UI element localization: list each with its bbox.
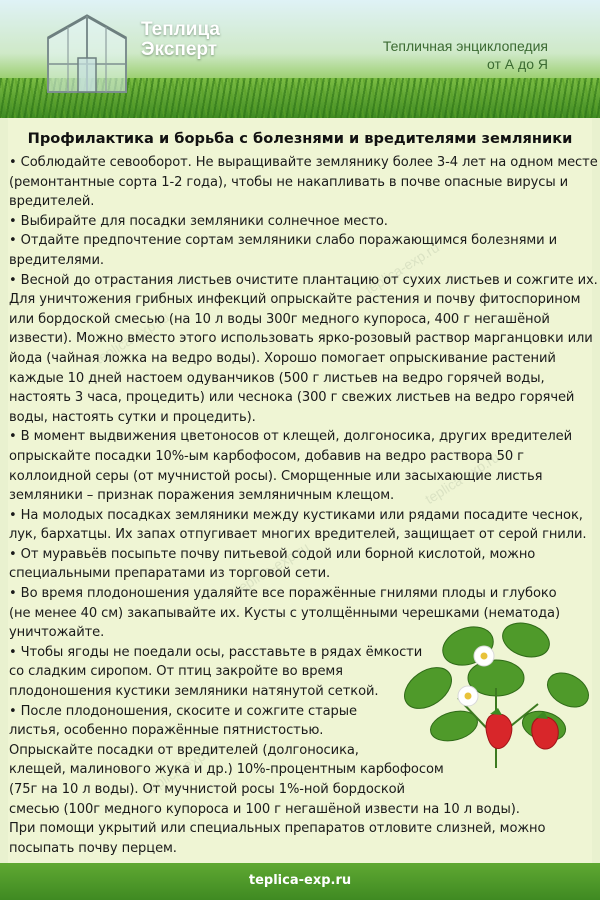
greenhouse-icon <box>38 8 136 98</box>
text-line: (75г на 10 л воды). От мучнистой росы 1%-ной бордоской <box>9 782 405 797</box>
strawberry-plant-icon <box>398 618 594 770</box>
footer-bar <box>0 863 600 900</box>
text-line: • В момент выдвижения цветоносов от клещей, долгоносика, других вредителей <box>9 429 572 445</box>
text-line: • Отдайте предпочтение сортам земляники слабо поражающимся болезнями и <box>9 233 558 249</box>
tagline-line-1: Тепличная энциклопедия <box>382 38 548 54</box>
text-line: вредителями. <box>9 252 104 268</box>
text-line: • Во время плодоношения удаляйте все поражённые гнилями плоды и глубоко <box>9 586 557 602</box>
brand-line-1: Теплица <box>141 19 220 40</box>
text-line: каждые 10 дней настоем одуванчиков (500 г листьев на ведро горячей воды, <box>9 370 545 386</box>
header-banner <box>0 0 600 118</box>
text-line: или бордоской смесью (на 10 л воды 300г медного купороса, 400 г негашёной <box>9 311 550 327</box>
text-line: извести). Можно вместо этого использовать ярко-розовый раствор марганцовки или <box>9 331 593 347</box>
text-line: При помощи укрытий или специальных препаратов отловите слизней, можно <box>9 821 546 837</box>
text-line: (ремонтантные сорта 1-2 года), чтобы не накапливать в почве опасные вирусы и <box>9 174 569 190</box>
text-line: клещей, малинового жука и др.) 10%-процентным карбофосом <box>9 762 444 778</box>
tagline-line-2: от А до Я <box>487 56 548 72</box>
text-line: листья, особенно поражённые пятнистостью. <box>9 723 324 739</box>
text-line: • После плодоношения, скосите и сожгите старые <box>9 703 357 719</box>
text-line: лук, бархатцы. Их запах отпугивает многих вредителей, защищает от серой гнили. <box>9 527 587 543</box>
text-line: • Весной до отрастания листьев очистите плантацию от сухих листьев и сожгите их. <box>9 272 598 288</box>
text-line: • Выбирайте для посадки земляники солнечное место. <box>9 213 388 229</box>
text-line: смесью (100г медного купороса и 100 г негашёной извести на 10 л воды). <box>9 801 520 817</box>
brand-line-2: Эксперт <box>141 39 218 60</box>
text-line: Для уничтожения грибных инфекций опрыскайте растения и почву фитоспорином <box>9 292 581 308</box>
text-line: воды, настоять сутки и процедить). <box>9 409 256 425</box>
page-title: Профилактика и борьба с болезнями и вредителями земляники <box>27 130 573 147</box>
text-line: настоять 3 часа, процедить) или чеснока (300 г свежих листьев на ведро горячей <box>9 390 575 406</box>
text-line: коллоидной серы (от мучнистой росы). Сморщенные или засыхающие листья <box>9 468 543 484</box>
text-line: Опрыскайте посадки от вредителей (долгоносика, <box>9 742 359 758</box>
text-line: • От муравьёв посыпьте почву питьевой содой или борной кислотой, можно <box>9 546 536 562</box>
text-line: опрыскайте посадки 10%-ым карбофосом, добавив на ведро раствора 50 г <box>9 448 524 464</box>
text-line: йода (чайная ложка на ведро воды). Хорошо помогает опрыскивание растений <box>9 350 556 366</box>
text-line: • Чтобы ягоды не поедали осы, расставьте в рядах ёмкости <box>9 644 423 660</box>
text-line: • На молодых посадках земляники между кустиками или рядами посадите чеснок, <box>9 507 583 523</box>
text-line: • Соблюдайте севооборот. Не выращивайте землянику более 3-4 лет на одном месте <box>9 155 598 170</box>
text-line: земляники – признак поражения земляничным клещом. <box>9 488 395 504</box>
text-line: посыпать почву перцем. <box>9 840 177 856</box>
text-line: вредителей. <box>9 194 95 210</box>
footer-url[interactable]: teplica-exp.ru <box>248 873 352 888</box>
text-line: плодоношения кустики земляники натянутой сеткой. <box>9 684 379 700</box>
text-line: (не менее 40 см) закапывайте их. Кусты с утолщёнными черешками (нематода) <box>9 605 560 621</box>
text-line: специальными препаратами из торговой сети. <box>9 566 331 582</box>
brand-logo-text <box>141 20 220 60</box>
tagline <box>383 37 548 73</box>
text-line: уничтожайте. <box>9 625 105 641</box>
text-line: со сладким сиропом. От птиц закройте во время <box>9 664 343 680</box>
